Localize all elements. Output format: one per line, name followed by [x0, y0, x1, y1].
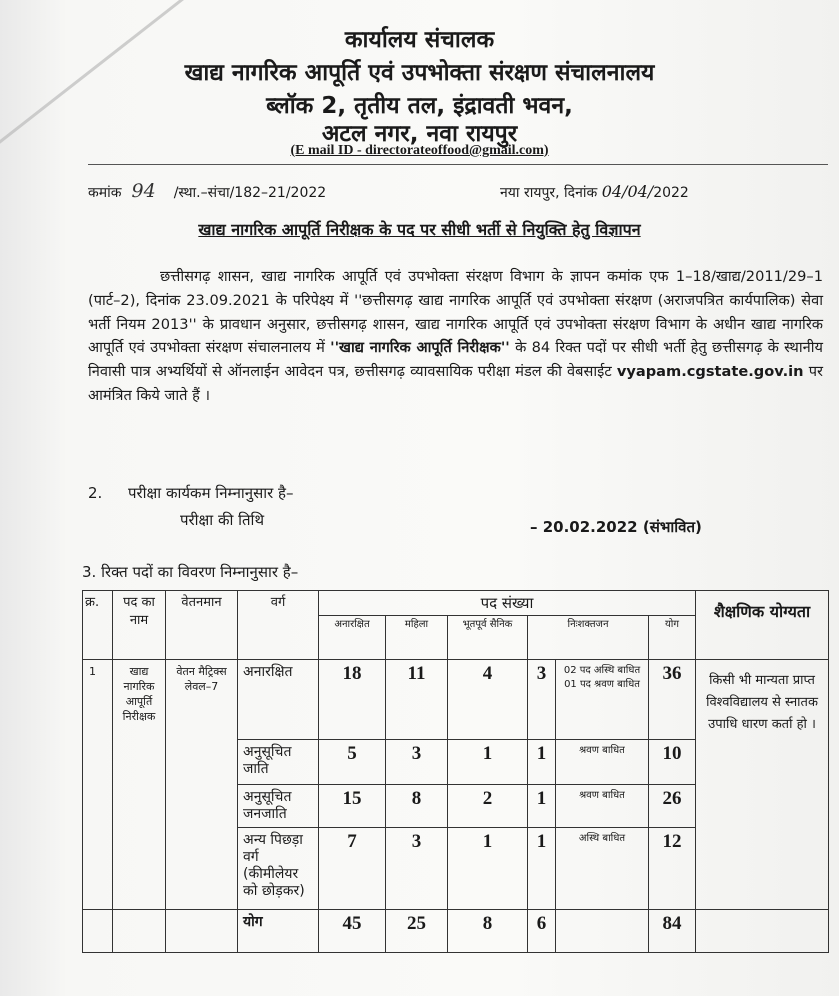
disabled-desc: 02 पद अस्थि बाधित 01 पद श्रवण बाधित — [556, 660, 649, 740]
sno: 1 — [83, 660, 113, 910]
row-total: 26 — [649, 785, 696, 828]
col-disabled: निःशक्तजन — [528, 616, 649, 660]
col-unreserved: अनारक्षित — [319, 616, 386, 660]
office-title: कार्यालय संचालक — [344, 27, 495, 53]
disabled-desc: अस्थि बाधित — [556, 828, 649, 910]
col-category: वर्ग — [238, 591, 319, 660]
disabled-count: 1 — [528, 740, 556, 785]
disabled-desc: श्रवण बाधित — [556, 785, 649, 828]
header-row — [83, 591, 829, 616]
category: अनुसूचित जनजाति — [238, 785, 319, 828]
post-name: खाद्य नागरिक आपूर्ति निरीक्षक — [113, 660, 166, 910]
col-posts-group: पद संख्या — [319, 591, 696, 616]
women-count: 3 — [386, 828, 448, 910]
disabled-count: 1 — [528, 785, 556, 828]
disabled-count: 1 — [528, 828, 556, 910]
directorate-name: खाद्य नागरिक आपूर्ति एवं उपभोक्ता संरक्षण संचालनालय — [184, 60, 655, 86]
ref-label: कमांक — [88, 185, 122, 201]
unreserved-count: 15 — [319, 785, 386, 828]
total-label: योग — [238, 910, 319, 953]
pay-scale: वेतन मैट्रिक्स लेवल–7 — [166, 660, 238, 910]
ex-servicemen-count: 4 — [448, 660, 528, 740]
vacancy-table — [82, 590, 829, 953]
grand-total: 84 — [649, 910, 696, 953]
address-line-1: ब्लॉक 2, तृतीय तल, इंद्रावती भवन, — [266, 93, 573, 119]
website: vyapam.cgstate.gov.in — [616, 363, 804, 381]
total-ex-servicemen: 8 — [448, 910, 528, 953]
women-count: 11 — [386, 660, 448, 740]
col-ex-servicemen: भूतपूर्व सैनिक — [448, 616, 528, 660]
total-disabled: 6 — [528, 910, 556, 953]
col-sno: क्र. — [83, 591, 113, 660]
section-3-heading: 3. रिक्त पदों का विवरण निम्नानुसार है– — [82, 563, 299, 581]
date-year: 2022 — [653, 185, 689, 201]
reference-number — [88, 180, 326, 202]
col-qualification: शैक्षणिक योग्यता — [696, 591, 829, 660]
date-label: नया रायपुर, दिनांक — [500, 185, 598, 201]
para-text-2: के 84 रिक्त पदों पर सीधी भर्ती हेतु छत्तीसगढ़ के स्थानीय निवासी पात्र अभ्यर्थियों से ऑनलाईन आवेदन पत्र, छत्तीसगढ़ व्यावसायिक परीक्षा मंडल की वेबसाईट — [88, 339, 823, 381]
unreserved-count: 18 — [319, 660, 386, 740]
date-handwritten: 04/04/ — [601, 182, 654, 201]
col-women: महिला — [386, 616, 448, 660]
place-date — [500, 182, 689, 202]
address-line-2: अटल नगर, नवा रायपुर — [321, 121, 518, 147]
women-count: 8 — [386, 785, 448, 828]
table-row — [83, 660, 829, 740]
unreserved-count: 5 — [319, 740, 386, 785]
ref-code: /स्था.–संचा/182–21/2022 — [173, 185, 327, 201]
ex-servicemen-count: 1 — [448, 740, 528, 785]
subject-heading: खाद्य नागरिक आपूर्ति निरीक्षक के पद पर सीधी भर्ती से नियुक्ति हेतु विज्ञापन — [198, 220, 641, 239]
exam-date-label: परीक्षा की तिथि — [180, 511, 265, 529]
para-text-3: पर आमंत्रित किये जाते हैं । — [88, 363, 823, 404]
col-total: योग — [649, 616, 696, 660]
email-id: (E mail ID - directorateoffood@gmail.com) — [290, 143, 549, 158]
col-post: पद का नाम — [113, 591, 166, 660]
header-divider — [88, 164, 828, 165]
women-count: 3 — [386, 740, 448, 785]
disabled-desc: श्रवण बाधित — [556, 740, 649, 785]
exam-date: – 20.02.2022 (संभावित) — [530, 518, 702, 536]
row-total: 12 — [649, 828, 696, 910]
ex-servicemen-count: 2 — [448, 785, 528, 828]
category: अन्य पिछड़ा वर्ग (कीमीलेयर को छोड़कर) — [238, 828, 319, 910]
row-total: 10 — [649, 740, 696, 785]
row-total: 36 — [649, 660, 696, 740]
post-name-bold: ''खाद्य नागरिक आपूर्ति निरीक्षक'' — [330, 339, 510, 357]
qualification: किसी भी मान्यता प्राप्त विश्वविद्यालय से स्नातक उपाधि धारण कर्ता हो । — [696, 660, 829, 910]
body-paragraph — [88, 265, 823, 408]
ex-servicemen-count: 1 — [448, 828, 528, 910]
category: अनुसूचित जाति — [238, 740, 319, 785]
disabled-count: 3 — [528, 660, 556, 740]
section-title: परीक्षा कार्यकम निम्नानुसार है– — [128, 484, 294, 502]
total-women: 25 — [386, 910, 448, 953]
section-number: 2. — [88, 484, 103, 502]
total-row — [83, 910, 829, 953]
para-text-1: छत्तीसगढ़ शासन, खाद्य नागरिक आपूर्ति एवं उपभोक्ता संरक्षण विभाग के ज्ञापन कमांक एफ 1–18/खाद्य/2011/29–1 (पार्ट–2), दिनांक 23.09.2021 के परिपेक्ष्य में ''छत्तीसगढ़ खाद्य नागरिक आपूर्ति एवं उपभोक्ता संरक्षण (अराजपत्रित कार्यपालिक) सेवा भर्ती नियम 2013'' के प्रावधान अनुसार, छत्तीसगढ़ शासन, खाद्य नागरिक आपूर्ति एवं उपभोक्ता संरक्षण विभाग के अधीन खाद्य नागरिक आपूर्ति एवं उपभोक्ता संरक्षण संचालनालय में — [88, 268, 823, 357]
total-unreserved: 45 — [319, 910, 386, 953]
category: अनारक्षित — [238, 660, 319, 740]
section-2-heading — [88, 483, 294, 503]
unreserved-count: 7 — [319, 828, 386, 910]
col-pay: वेतनमान — [166, 591, 238, 660]
ref-number-handwritten: 94 — [131, 180, 156, 202]
